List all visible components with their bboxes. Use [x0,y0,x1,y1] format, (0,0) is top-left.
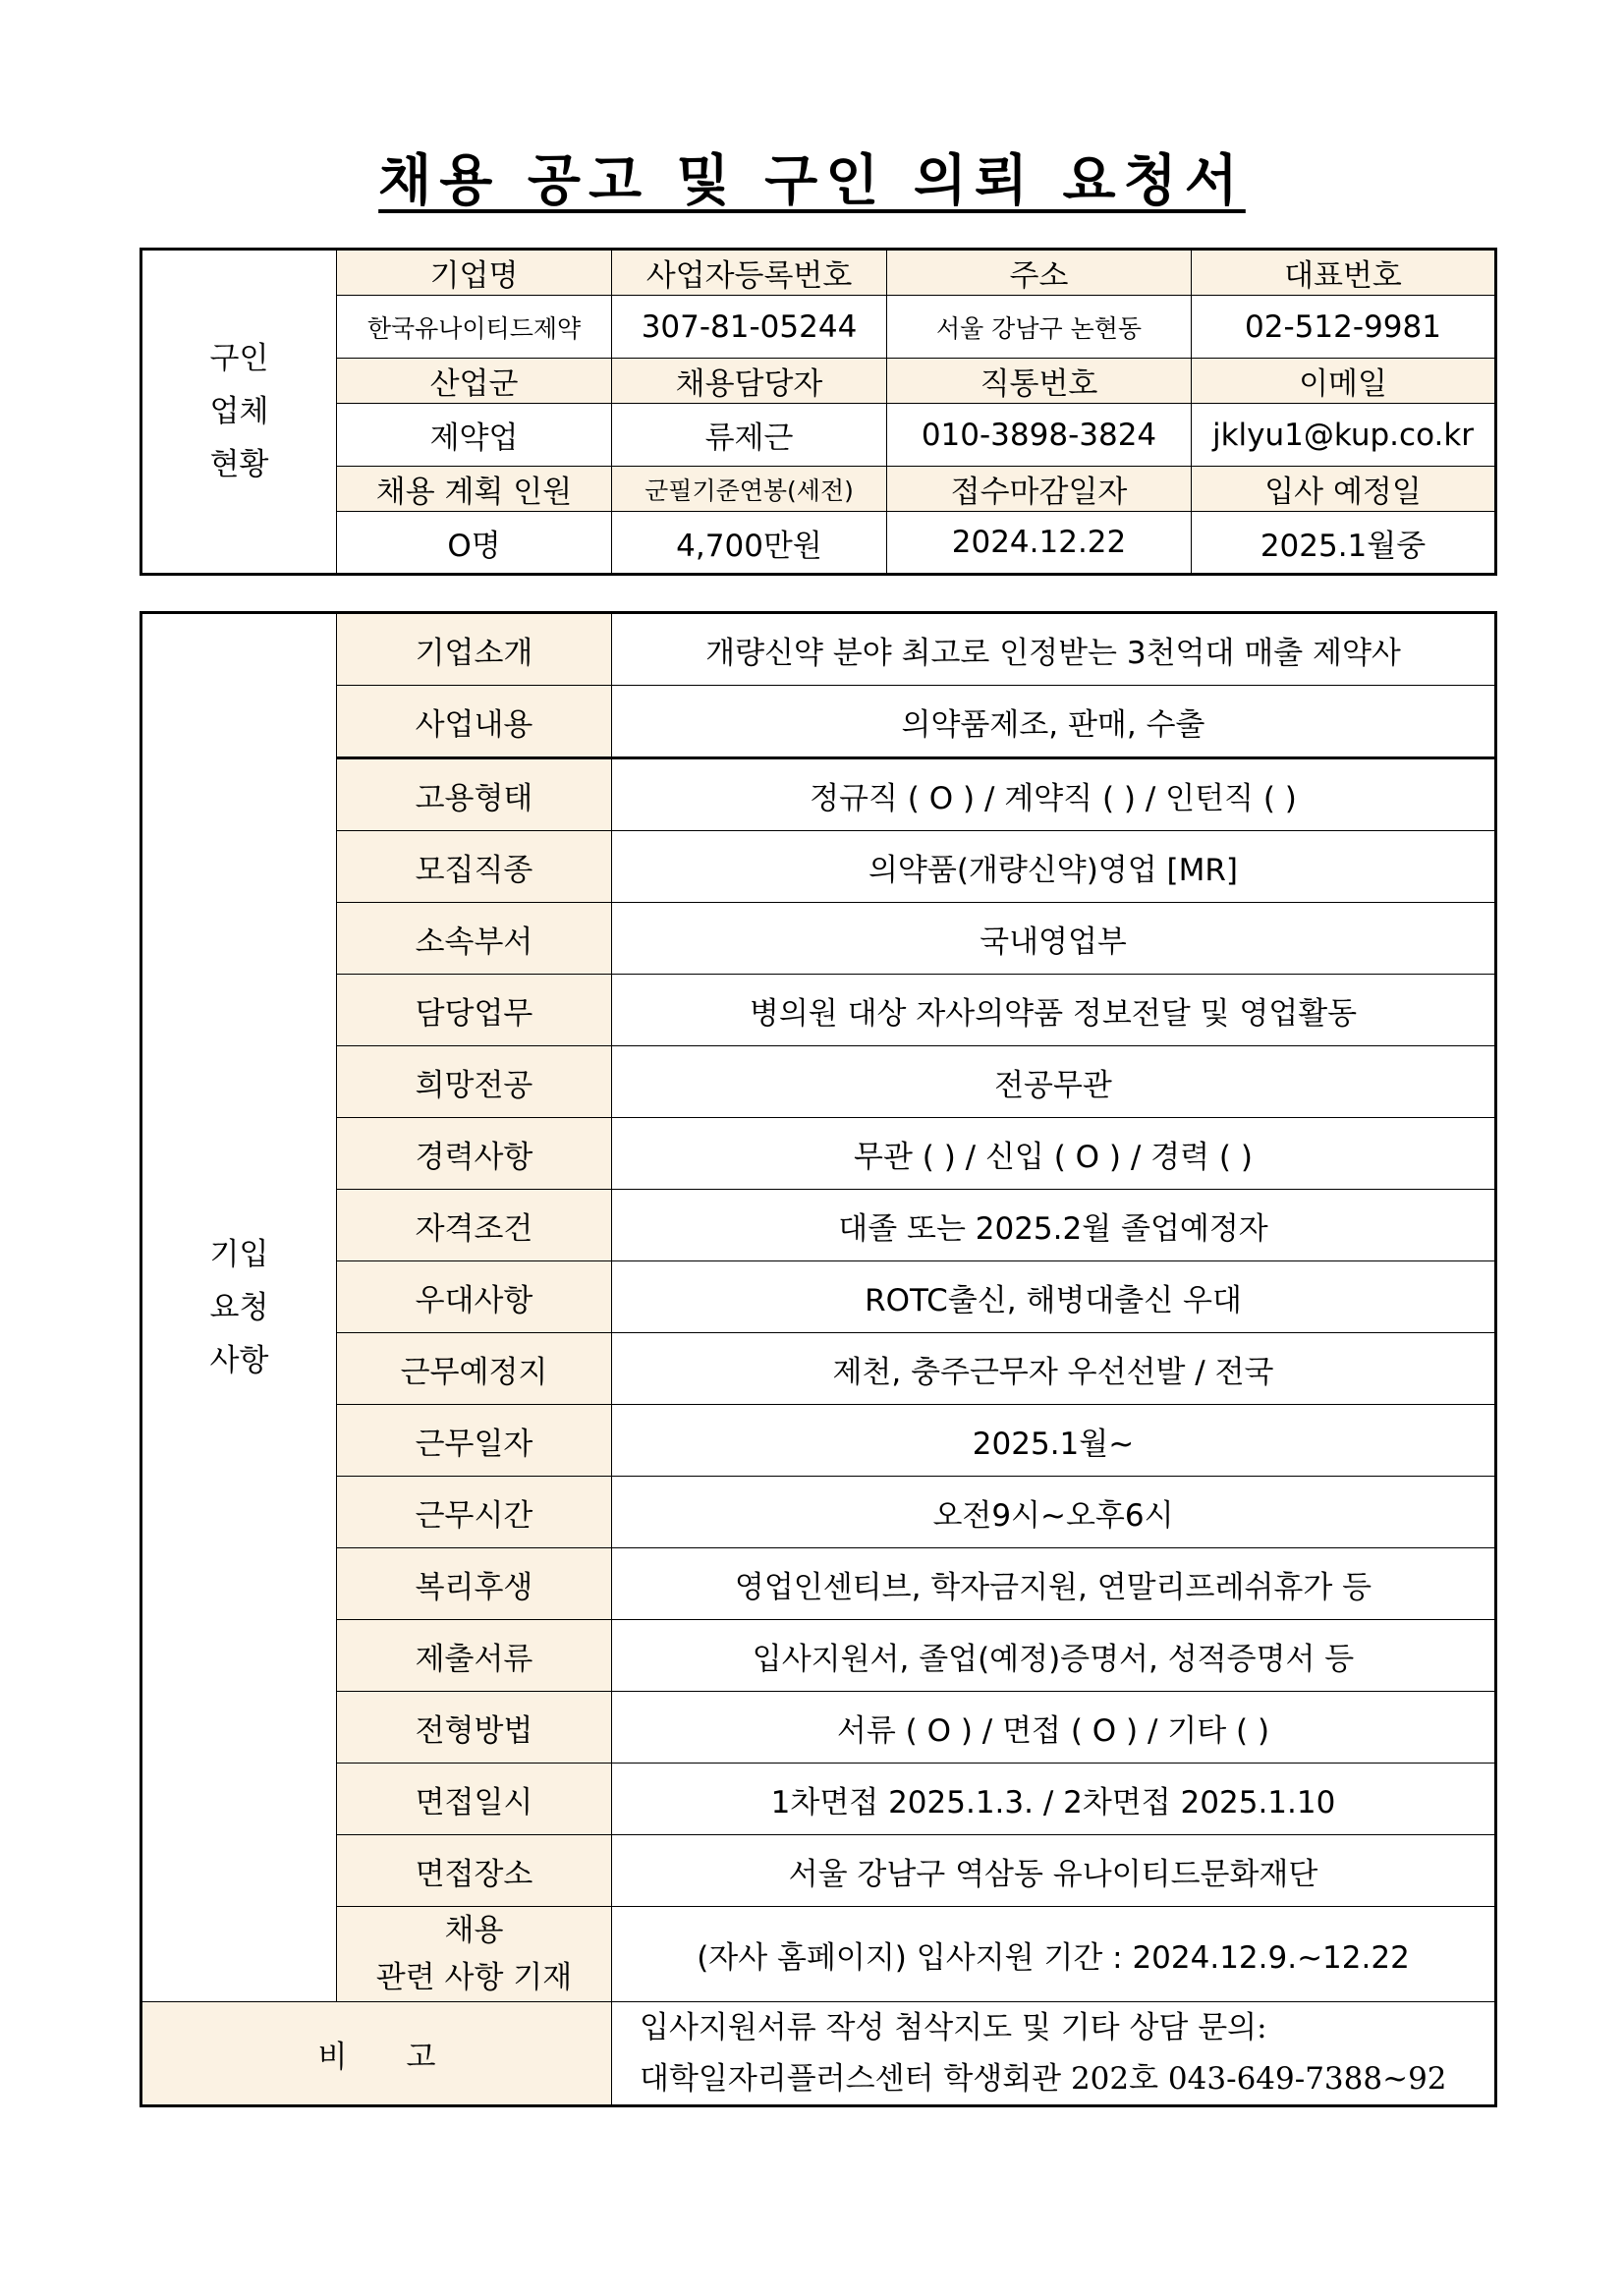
deadline: 2024.12.22 [887,512,1192,575]
request-row [141,975,1496,1046]
salary: 4,700만원 [612,512,887,575]
request-row-label: 모집직종 [337,831,612,903]
request-row [141,1692,1496,1764]
request-row [141,1261,1496,1333]
request-row [141,903,1496,975]
request-row-label: 고용형태 [337,758,612,831]
request-row [141,1046,1496,1118]
header-industry: 산업군 [337,359,612,404]
request-row-value: 제천, 충주근무자 우선선발 / 전국 [612,1333,1496,1405]
header-start-date: 입사 예정일 [1192,467,1496,512]
industry: 제약업 [337,404,612,467]
request-row [141,1548,1496,1620]
request-row-value: 영업인센티브, 학자금지원, 연말리프레쉬휴가 등 [612,1548,1496,1620]
remarks-row [141,2002,1496,2106]
main-phone: 02-512-9981 [1192,296,1496,359]
request-row-value: 대졸 또는 2025.2월 졸업예정자 [612,1190,1496,1261]
request-row-value: 의약품제조, 판매, 수출 [612,686,1496,758]
request-row-value: 2025.1월~ [612,1405,1496,1477]
request-row-value: 병의원 대상 자사의약품 정보전달 및 영업활동 [612,975,1496,1046]
header-headcount: 채용 계획 인원 [337,467,612,512]
header-business-number: 사업자등록번호 [612,250,887,296]
request-row [141,1405,1496,1477]
request-row [141,613,1496,686]
remarks-text [612,2002,1496,2106]
remarks-line: 대학일자리플러스센터 학생회관 202호 043-649-7388~92 [640,2061,1447,2097]
request-row [141,1477,1496,1548]
header-recruiter: 채용담당자 [612,359,887,404]
request-row [141,1764,1496,1835]
remarks-label: 비고 [141,2002,612,2106]
request-row-value: 오전9시~오후6시 [612,1477,1496,1548]
request-row-label: 근무일자 [337,1405,612,1477]
request-last-value: (자사 홈페이지) 입사지원 기간 : 2024.12.9.~12.22 [612,1907,1496,2002]
header-salary: 군필기준연봉(세전) [612,467,887,512]
request-row-value: 서울 강남구 역삼동 유나이티드문화재단 [612,1835,1496,1907]
request-row-value: 1차면접 2025.1.3. / 2차면접 2025.1.10 [612,1764,1496,1835]
email: jklyu1@kup.co.kr [1192,404,1496,467]
company-status-table [140,248,1497,576]
start-date: 2025.1월중 [1192,512,1496,575]
recruiter: 류제근 [612,404,887,467]
request-row-label: 소속부서 [337,903,612,975]
request-row-value: 입사지원서, 졸업(예정)증명서, 성적증명서 등 [612,1620,1496,1692]
request-row-label: 근무예정지 [337,1333,612,1405]
request-row [141,1835,1496,1907]
request-row-value: 서류 ( O ) / 면접 ( O ) / 기타 ( ) [612,1692,1496,1764]
company-name: 한국유나이티드제약 [337,296,612,359]
request-row-label: 제출서류 [337,1620,612,1692]
request-row-label: 면접장소 [337,1835,612,1907]
request-row-label: 면접일시 [337,1764,612,1835]
request-row [141,1190,1496,1261]
request-row-value: 무관 ( ) / 신입 ( O ) / 경력 ( ) [612,1118,1496,1190]
request-row-value: 전공무관 [612,1046,1496,1118]
address: 서울 강남구 논현동 [887,296,1192,359]
request-row [141,1907,1496,2002]
request-table [140,611,1497,2107]
remarks-line: 입사지원서류 작성 첨삭지도 및 기타 상담 문의: [640,2010,1267,2045]
request-row [141,1620,1496,1692]
request-row-value: 국내영업부 [612,903,1496,975]
headcount: O명 [337,512,612,575]
request-row-label: 복리후생 [337,1548,612,1620]
header-direct-phone: 직통번호 [887,359,1192,404]
header-deadline: 접수마감일자 [887,467,1192,512]
direct-phone: 010-3898-3824 [887,404,1192,467]
header-email: 이메일 [1192,359,1496,404]
company-side-label: 구인 업체 현황 [141,250,337,575]
business-number: 307-81-05244 [612,296,887,359]
request-row-value: 정규직 ( O ) / 계약직 ( ) / 인턴직 ( ) [612,758,1496,831]
request-row-value: 개량신약 분야 최고로 인정받는 3천억대 매출 제약사 [612,613,1496,686]
header-main-phone: 대표번호 [1192,250,1496,296]
request-row-label: 우대사항 [337,1261,612,1333]
document-title: 채용 공고 및 구인 의뢰 요청서 [378,149,1246,213]
request-row-value: 의약품(개량신약)영업 [MR] [612,831,1496,903]
request-row [141,831,1496,903]
request-row [141,1333,1496,1405]
header-company-name: 기업명 [337,250,612,296]
request-row [141,686,1496,758]
request-row-value: ROTC출신, 해병대출신 우대 [612,1261,1496,1333]
request-row-label: 전형방법 [337,1692,612,1764]
request-row-label: 기업소개 [337,613,612,686]
request-side-label: 기입 요청 사항 [141,613,337,2002]
request-row-label: 자격조건 [337,1190,612,1261]
request-row [141,1118,1496,1190]
header-address: 주소 [887,250,1192,296]
request-row-label: 담당업무 [337,975,612,1046]
request-last-label: 채용 관련 사항 기재 [337,1907,612,2002]
request-row-label: 희망전공 [337,1046,612,1118]
request-row [141,758,1496,831]
request-row-label: 근무시간 [337,1477,612,1548]
request-row-label: 사업내용 [337,686,612,758]
request-row-label: 경력사항 [337,1118,612,1190]
